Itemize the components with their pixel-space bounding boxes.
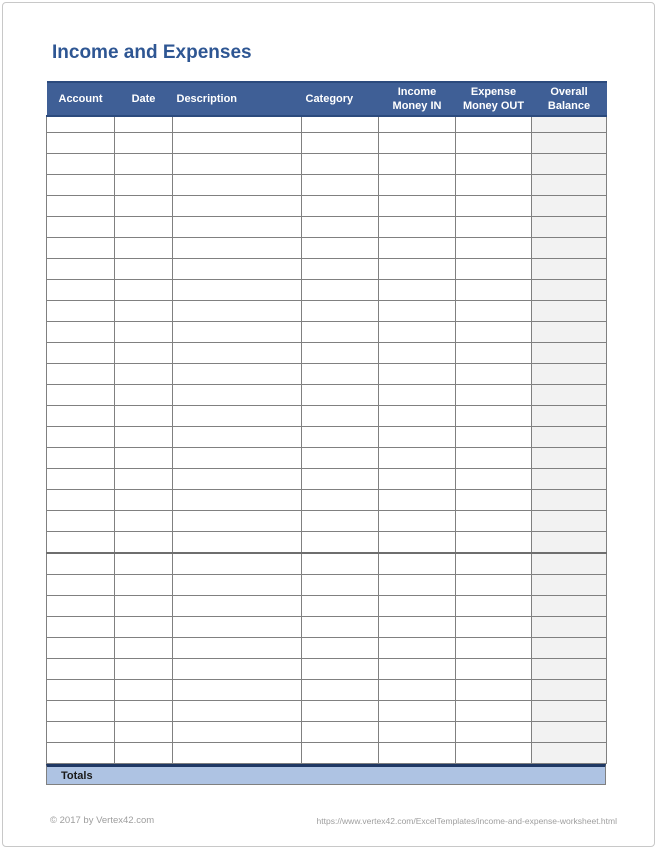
cell-expense-money-out bbox=[456, 532, 532, 554]
cell-income-money-in bbox=[379, 364, 456, 385]
column-header-date: Date bbox=[115, 82, 173, 116]
cell-overall-balance bbox=[532, 364, 607, 385]
cell-expense-money-out bbox=[456, 217, 532, 238]
cell-overall-balance bbox=[532, 116, 607, 133]
cell-date bbox=[115, 427, 173, 448]
cell-description bbox=[173, 490, 302, 511]
cell-overall-balance bbox=[532, 680, 607, 701]
cell-account bbox=[47, 469, 115, 490]
cell-income-money-in bbox=[379, 638, 456, 659]
cell-account bbox=[47, 280, 115, 301]
cell-category bbox=[302, 322, 379, 343]
cell-account bbox=[47, 638, 115, 659]
cell-account bbox=[47, 385, 115, 406]
cell-category bbox=[302, 575, 379, 596]
cell-category bbox=[302, 427, 379, 448]
cell-account bbox=[47, 175, 115, 196]
cell-date bbox=[115, 511, 173, 532]
cell-account bbox=[47, 196, 115, 217]
cell-expense-money-out bbox=[456, 133, 532, 154]
table-row bbox=[47, 259, 607, 280]
cell-category bbox=[302, 638, 379, 659]
cell-description bbox=[173, 175, 302, 196]
cell-overall-balance bbox=[532, 133, 607, 154]
cell-income-money-in bbox=[379, 701, 456, 722]
cell-account bbox=[47, 617, 115, 638]
cell-income-money-in bbox=[379, 238, 456, 259]
cell-expense-money-out bbox=[456, 343, 532, 364]
cell-description bbox=[173, 659, 302, 680]
cell-income-money-in bbox=[379, 301, 456, 322]
cell-description bbox=[173, 596, 302, 617]
cell-income-money-in bbox=[379, 175, 456, 196]
cell-account bbox=[47, 490, 115, 511]
cell-category bbox=[302, 596, 379, 617]
cell-date bbox=[115, 469, 173, 490]
table-row bbox=[47, 175, 607, 196]
cell-income-money-in bbox=[379, 575, 456, 596]
cell-income-money-in bbox=[379, 448, 456, 469]
cell-date bbox=[115, 116, 173, 133]
cell-date bbox=[115, 238, 173, 259]
cell-overall-balance bbox=[532, 385, 607, 406]
cell-category bbox=[302, 680, 379, 701]
table-row bbox=[47, 217, 607, 238]
cell-income-money-in bbox=[379, 722, 456, 743]
cell-description bbox=[173, 385, 302, 406]
cell-category bbox=[302, 743, 379, 764]
cell-expense-money-out bbox=[456, 575, 532, 596]
cell-overall-balance bbox=[532, 490, 607, 511]
cell-date bbox=[115, 448, 173, 469]
table-row bbox=[47, 343, 607, 364]
cell-category bbox=[302, 553, 379, 575]
cell-description bbox=[173, 511, 302, 532]
cell-account bbox=[47, 680, 115, 701]
cell-overall-balance bbox=[532, 596, 607, 617]
cell-income-money-in bbox=[379, 406, 456, 427]
cell-expense-money-out bbox=[456, 469, 532, 490]
cell-date bbox=[115, 575, 173, 596]
cell-category bbox=[302, 154, 379, 175]
cell-income-money-in bbox=[379, 196, 456, 217]
cell-income-money-in bbox=[379, 511, 456, 532]
cell-account bbox=[47, 532, 115, 554]
cell-category bbox=[302, 217, 379, 238]
table-row bbox=[47, 385, 607, 406]
cell-account bbox=[47, 575, 115, 596]
cell-date bbox=[115, 259, 173, 280]
cell-income-money-in bbox=[379, 116, 456, 133]
cell-expense-money-out bbox=[456, 238, 532, 259]
cell-income-money-in bbox=[379, 553, 456, 575]
footer-url: https://www.vertex42.com/ExcelTemplates/income-and-expense-worksheet.html bbox=[316, 816, 617, 826]
column-header-account: Account bbox=[47, 82, 115, 116]
cell-income-money-in bbox=[379, 343, 456, 364]
cell-category bbox=[302, 301, 379, 322]
cell-category bbox=[302, 238, 379, 259]
cell-income-money-in bbox=[379, 659, 456, 680]
cell-account bbox=[47, 406, 115, 427]
table-row bbox=[47, 659, 607, 680]
cell-description bbox=[173, 154, 302, 175]
cell-overall-balance bbox=[532, 743, 607, 764]
table-row bbox=[47, 406, 607, 427]
cell-income-money-in bbox=[379, 490, 456, 511]
cell-income-money-in bbox=[379, 469, 456, 490]
footer-copyright: © 2017 by Vertex42.com bbox=[50, 815, 155, 826]
cell-description bbox=[173, 133, 302, 154]
cell-account bbox=[47, 154, 115, 175]
cell-account bbox=[47, 322, 115, 343]
cell-account bbox=[47, 343, 115, 364]
cell-description bbox=[173, 427, 302, 448]
income-expense-table bbox=[46, 81, 607, 764]
cell-account bbox=[47, 511, 115, 532]
cell-category bbox=[302, 280, 379, 301]
cell-income-money-in bbox=[379, 617, 456, 638]
cell-account bbox=[47, 722, 115, 743]
cell-category bbox=[302, 259, 379, 280]
cell-income-money-in bbox=[379, 280, 456, 301]
cell-description bbox=[173, 116, 302, 133]
cell-date bbox=[115, 553, 173, 575]
table-row bbox=[47, 701, 607, 722]
cell-category bbox=[302, 385, 379, 406]
cell-overall-balance bbox=[532, 427, 607, 448]
cell-expense-money-out bbox=[456, 638, 532, 659]
cell-description bbox=[173, 448, 302, 469]
table-row bbox=[47, 154, 607, 175]
cell-date bbox=[115, 322, 173, 343]
cell-expense-money-out bbox=[456, 701, 532, 722]
cell-category bbox=[302, 116, 379, 133]
table-row bbox=[47, 617, 607, 638]
cell-overall-balance bbox=[532, 532, 607, 554]
cell-description bbox=[173, 680, 302, 701]
cell-description bbox=[173, 301, 302, 322]
column-header-expense-money-out: Expense Money OUT bbox=[456, 82, 532, 116]
cell-account bbox=[47, 427, 115, 448]
cell-income-money-in bbox=[379, 427, 456, 448]
cell-expense-money-out bbox=[456, 596, 532, 617]
cell-account bbox=[47, 259, 115, 280]
cell-date bbox=[115, 133, 173, 154]
cell-date bbox=[115, 701, 173, 722]
cell-date bbox=[115, 175, 173, 196]
cell-account bbox=[47, 448, 115, 469]
table-row bbox=[47, 638, 607, 659]
cell-account bbox=[47, 553, 115, 575]
cell-description bbox=[173, 280, 302, 301]
cell-overall-balance bbox=[532, 722, 607, 743]
cell-expense-money-out bbox=[456, 553, 532, 575]
cell-description bbox=[173, 364, 302, 385]
cell-overall-balance bbox=[532, 617, 607, 638]
cell-date bbox=[115, 217, 173, 238]
table-row bbox=[47, 490, 607, 511]
table-header-row bbox=[47, 82, 607, 116]
table-row bbox=[47, 301, 607, 322]
cell-category bbox=[302, 448, 379, 469]
cell-income-money-in bbox=[379, 743, 456, 764]
table-row bbox=[47, 743, 607, 764]
cell-expense-money-out bbox=[456, 154, 532, 175]
cell-description bbox=[173, 238, 302, 259]
cell-expense-money-out bbox=[456, 196, 532, 217]
table-row bbox=[47, 680, 607, 701]
cell-expense-money-out bbox=[456, 364, 532, 385]
cell-account bbox=[47, 701, 115, 722]
cell-expense-money-out bbox=[456, 259, 532, 280]
cell-date bbox=[115, 680, 173, 701]
cell-overall-balance bbox=[532, 280, 607, 301]
cell-date bbox=[115, 364, 173, 385]
cell-category bbox=[302, 469, 379, 490]
cell-category bbox=[302, 722, 379, 743]
cell-overall-balance bbox=[532, 638, 607, 659]
cell-date bbox=[115, 385, 173, 406]
cell-date bbox=[115, 596, 173, 617]
table-row bbox=[47, 448, 607, 469]
cell-category bbox=[302, 532, 379, 554]
table-row bbox=[47, 116, 607, 133]
table-row bbox=[47, 469, 607, 490]
cell-expense-money-out bbox=[456, 511, 532, 532]
cell-expense-money-out bbox=[456, 322, 532, 343]
cell-account bbox=[47, 133, 115, 154]
table-row bbox=[47, 364, 607, 385]
table-row bbox=[47, 133, 607, 154]
table-header bbox=[47, 82, 607, 116]
cell-category bbox=[302, 175, 379, 196]
cell-date bbox=[115, 490, 173, 511]
cell-category bbox=[302, 659, 379, 680]
cell-description bbox=[173, 343, 302, 364]
cell-overall-balance bbox=[532, 217, 607, 238]
cell-overall-balance bbox=[532, 259, 607, 280]
cell-account bbox=[47, 596, 115, 617]
cell-date bbox=[115, 196, 173, 217]
table-row bbox=[47, 238, 607, 259]
cell-overall-balance bbox=[532, 553, 607, 575]
cell-category bbox=[302, 364, 379, 385]
cell-account bbox=[47, 659, 115, 680]
cell-description bbox=[173, 743, 302, 764]
cell-account bbox=[47, 217, 115, 238]
cell-description bbox=[173, 617, 302, 638]
cell-description bbox=[173, 259, 302, 280]
cell-overall-balance bbox=[532, 322, 607, 343]
cell-overall-balance bbox=[532, 343, 607, 364]
cell-income-money-in bbox=[379, 259, 456, 280]
cell-category bbox=[302, 343, 379, 364]
cell-expense-money-out bbox=[456, 659, 532, 680]
cell-income-money-in bbox=[379, 322, 456, 343]
table-row bbox=[47, 532, 607, 554]
cell-expense-money-out bbox=[456, 680, 532, 701]
cell-overall-balance bbox=[532, 469, 607, 490]
table-row bbox=[47, 196, 607, 217]
cell-description bbox=[173, 722, 302, 743]
cell-expense-money-out bbox=[456, 617, 532, 638]
cell-expense-money-out bbox=[456, 427, 532, 448]
cell-expense-money-out bbox=[456, 448, 532, 469]
cell-overall-balance bbox=[532, 301, 607, 322]
table-row bbox=[47, 575, 607, 596]
cell-account bbox=[47, 364, 115, 385]
cell-category bbox=[302, 617, 379, 638]
cell-category bbox=[302, 406, 379, 427]
cell-overall-balance bbox=[532, 575, 607, 596]
cell-description bbox=[173, 196, 302, 217]
table-row bbox=[47, 280, 607, 301]
cell-account bbox=[47, 743, 115, 764]
cell-overall-balance bbox=[532, 448, 607, 469]
cell-overall-balance bbox=[532, 154, 607, 175]
table-row bbox=[47, 596, 607, 617]
cell-date bbox=[115, 638, 173, 659]
cell-overall-balance bbox=[532, 196, 607, 217]
income-expense-worksheet bbox=[46, 81, 606, 785]
cell-date bbox=[115, 343, 173, 364]
cell-description bbox=[173, 469, 302, 490]
cell-description bbox=[173, 701, 302, 722]
cell-date bbox=[115, 743, 173, 764]
cell-category bbox=[302, 133, 379, 154]
cell-account bbox=[47, 301, 115, 322]
table-row bbox=[47, 427, 607, 448]
cell-description bbox=[173, 575, 302, 596]
cell-income-money-in bbox=[379, 154, 456, 175]
cell-description bbox=[173, 638, 302, 659]
cell-date bbox=[115, 617, 173, 638]
table-row bbox=[47, 511, 607, 532]
cell-overall-balance bbox=[532, 406, 607, 427]
cell-income-money-in bbox=[379, 217, 456, 238]
cell-description bbox=[173, 217, 302, 238]
column-header-income-money-in: Income Money IN bbox=[379, 82, 456, 116]
cell-date bbox=[115, 154, 173, 175]
cell-income-money-in bbox=[379, 680, 456, 701]
cell-income-money-in bbox=[379, 596, 456, 617]
cell-expense-money-out bbox=[456, 722, 532, 743]
cell-expense-money-out bbox=[456, 175, 532, 196]
cell-overall-balance bbox=[532, 175, 607, 196]
cell-category bbox=[302, 490, 379, 511]
page-title: Income and Expenses bbox=[52, 42, 252, 63]
cell-expense-money-out bbox=[456, 490, 532, 511]
table-row bbox=[47, 322, 607, 343]
cell-income-money-in bbox=[379, 385, 456, 406]
column-header-category: Category bbox=[302, 82, 379, 116]
cell-description bbox=[173, 322, 302, 343]
column-header-overall-balance: Overall Balance bbox=[532, 82, 607, 116]
cell-category bbox=[302, 196, 379, 217]
cell-category bbox=[302, 511, 379, 532]
cell-description bbox=[173, 532, 302, 554]
table-row bbox=[47, 722, 607, 743]
cell-expense-money-out bbox=[456, 406, 532, 427]
cell-category bbox=[302, 701, 379, 722]
cell-date bbox=[115, 659, 173, 680]
cell-date bbox=[115, 301, 173, 322]
cell-income-money-in bbox=[379, 133, 456, 154]
cell-expense-money-out bbox=[456, 116, 532, 133]
cell-date bbox=[115, 406, 173, 427]
totals-row bbox=[46, 764, 606, 785]
cell-description bbox=[173, 406, 302, 427]
cell-overall-balance bbox=[532, 238, 607, 259]
cell-overall-balance bbox=[532, 701, 607, 722]
cell-date bbox=[115, 532, 173, 554]
cell-account bbox=[47, 116, 115, 133]
cell-overall-balance bbox=[532, 659, 607, 680]
cell-description bbox=[173, 553, 302, 575]
cell-account bbox=[47, 238, 115, 259]
totals-label: Totals bbox=[61, 769, 93, 782]
cell-income-money-in bbox=[379, 532, 456, 554]
cell-expense-money-out bbox=[456, 385, 532, 406]
cell-expense-money-out bbox=[456, 743, 532, 764]
cell-overall-balance bbox=[532, 511, 607, 532]
table-row bbox=[47, 553, 607, 575]
column-header-description: Description bbox=[173, 82, 302, 116]
cell-date bbox=[115, 722, 173, 743]
cell-expense-money-out bbox=[456, 301, 532, 322]
cell-date bbox=[115, 280, 173, 301]
cell-expense-money-out bbox=[456, 280, 532, 301]
